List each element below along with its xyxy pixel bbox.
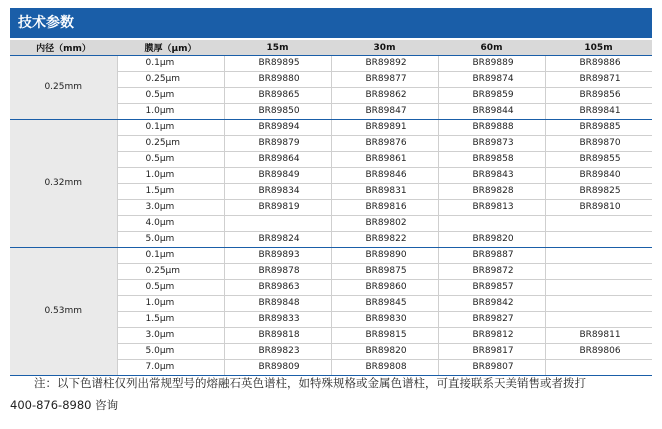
inner-diameter-cell: 0.53mm: [10, 248, 117, 376]
part-number-cell: BR89858: [438, 152, 545, 168]
part-number-cell: BR89844: [438, 104, 545, 120]
part-number-cell: [545, 280, 652, 296]
part-number-cell: BR89810: [545, 200, 652, 216]
header-length-15m: 15m: [224, 40, 331, 56]
header-length-105m: 105m: [545, 40, 652, 56]
part-number-cell: [438, 216, 545, 232]
film-thickness-cell: 0.25μm: [117, 136, 224, 152]
part-number-cell: BR89846: [331, 168, 438, 184]
spec-table: [10, 40, 652, 376]
part-number-cell: [545, 216, 652, 232]
part-number-cell: BR89857: [438, 280, 545, 296]
part-number-cell: BR89865: [224, 88, 331, 104]
part-number-cell: BR89860: [331, 280, 438, 296]
part-number-cell: BR89816: [331, 200, 438, 216]
footnote: [10, 372, 660, 416]
film-thickness-cell: 0.1μm: [117, 120, 224, 136]
part-number-cell: BR89808: [331, 360, 438, 376]
part-number-cell: [545, 296, 652, 312]
part-number-cell: [545, 248, 652, 264]
film-thickness-cell: 0.25μm: [117, 72, 224, 88]
part-number-cell: BR89802: [331, 216, 438, 232]
header-length-30m: 30m: [331, 40, 438, 56]
film-thickness-cell: 0.5μm: [117, 280, 224, 296]
part-number-cell: BR89856: [545, 88, 652, 104]
part-number-cell: BR89818: [224, 328, 331, 344]
inner-diameter-cell: 0.25mm: [10, 56, 117, 120]
part-number-cell: BR89879: [224, 136, 331, 152]
film-thickness-cell: 1.0μm: [117, 296, 224, 312]
film-thickness-cell: 5.0μm: [117, 344, 224, 360]
part-number-cell: BR89831: [331, 184, 438, 200]
part-number-cell: BR89863: [224, 280, 331, 296]
part-number-cell: BR89830: [331, 312, 438, 328]
part-number-cell: BR89820: [331, 344, 438, 360]
part-number-cell: BR89887: [438, 248, 545, 264]
footnote-line-2: 400-876-8980 咨询: [10, 398, 119, 412]
part-number-cell: BR89811: [545, 328, 652, 344]
part-number-cell: BR89862: [331, 88, 438, 104]
film-thickness-cell: 4.0μm: [117, 216, 224, 232]
part-number-cell: BR89873: [438, 136, 545, 152]
part-number-cell: BR89871: [545, 72, 652, 88]
part-number-cell: BR89885: [545, 120, 652, 136]
header-length-60m: 60m: [438, 40, 545, 56]
inner-diameter-cell: 0.32mm: [10, 120, 117, 248]
film-thickness-cell: 1.5μm: [117, 312, 224, 328]
part-number-cell: BR89893: [224, 248, 331, 264]
film-thickness-cell: 5.0μm: [117, 232, 224, 248]
part-number-cell: BR89891: [331, 120, 438, 136]
header-film-thickness: 膜厚（μm）: [117, 40, 224, 56]
part-number-cell: BR89861: [331, 152, 438, 168]
part-number-cell: BR89877: [331, 72, 438, 88]
part-number-cell: BR89888: [438, 120, 545, 136]
part-number-cell: BR89817: [438, 344, 545, 360]
table-header-row: [10, 40, 652, 56]
part-number-cell: BR89878: [224, 264, 331, 280]
table-row: [10, 56, 652, 72]
part-number-cell: BR89807: [438, 360, 545, 376]
part-number-cell: BR89889: [438, 56, 545, 72]
table-row: [10, 120, 652, 136]
film-thickness-cell: 7.0μm: [117, 360, 224, 376]
part-number-cell: BR89820: [438, 232, 545, 248]
part-number-cell: BR89843: [438, 168, 545, 184]
film-thickness-cell: 0.5μm: [117, 152, 224, 168]
part-number-cell: BR89849: [224, 168, 331, 184]
part-number-cell: BR89812: [438, 328, 545, 344]
part-number-cell: BR89895: [224, 56, 331, 72]
part-number-cell: BR89855: [545, 152, 652, 168]
film-thickness-cell: 1.5μm: [117, 184, 224, 200]
part-number-cell: BR89827: [438, 312, 545, 328]
part-number-cell: BR89848: [224, 296, 331, 312]
part-number-cell: BR89847: [331, 104, 438, 120]
film-thickness-cell: 1.0μm: [117, 104, 224, 120]
part-number-cell: BR89824: [224, 232, 331, 248]
part-number-cell: BR89850: [224, 104, 331, 120]
part-number-cell: [545, 312, 652, 328]
film-thickness-cell: 0.1μm: [117, 248, 224, 264]
part-number-cell: BR89822: [331, 232, 438, 248]
part-number-cell: BR89809: [224, 360, 331, 376]
part-number-cell: BR89815: [331, 328, 438, 344]
table-body: [10, 56, 652, 376]
film-thickness-cell: 0.1μm: [117, 56, 224, 72]
part-number-cell: BR89823: [224, 344, 331, 360]
part-number-cell: BR89864: [224, 152, 331, 168]
film-thickness-cell: 3.0μm: [117, 328, 224, 344]
part-number-cell: BR89892: [331, 56, 438, 72]
part-number-cell: BR89819: [224, 200, 331, 216]
film-thickness-cell: 0.5μm: [117, 88, 224, 104]
part-number-cell: BR89894: [224, 120, 331, 136]
part-number-cell: BR89874: [438, 72, 545, 88]
part-number-cell: BR89842: [438, 296, 545, 312]
part-number-cell: BR89845: [331, 296, 438, 312]
table-row: [10, 248, 652, 264]
part-number-cell: BR89806: [545, 344, 652, 360]
part-number-cell: BR89886: [545, 56, 652, 72]
film-thickness-cell: 1.0μm: [117, 168, 224, 184]
part-number-cell: BR89833: [224, 312, 331, 328]
part-number-cell: BR89828: [438, 184, 545, 200]
film-thickness-cell: 0.25μm: [117, 264, 224, 280]
part-number-cell: BR89870: [545, 136, 652, 152]
section-title: 技术参数: [10, 8, 652, 38]
part-number-cell: BR89872: [438, 264, 545, 280]
part-number-cell: BR89875: [331, 264, 438, 280]
part-number-cell: BR89840: [545, 168, 652, 184]
part-number-cell: [224, 216, 331, 232]
part-number-cell: BR89825: [545, 184, 652, 200]
part-number-cell: BR89880: [224, 72, 331, 88]
part-number-cell: [545, 232, 652, 248]
film-thickness-cell: 3.0μm: [117, 200, 224, 216]
header-inner-diameter: 内径（mm）: [10, 40, 117, 56]
part-number-cell: BR89834: [224, 184, 331, 200]
footnote-line-1: 注：以下色谱柱仅列出常规型号的熔融石英色谱柱，如特殊规格或金属色谱柱，可直接联系天美销售或者拨打: [34, 376, 586, 390]
part-number-cell: BR89859: [438, 88, 545, 104]
part-number-cell: BR89841: [545, 104, 652, 120]
part-number-cell: BR89890: [331, 248, 438, 264]
part-number-cell: BR89876: [331, 136, 438, 152]
part-number-cell: [545, 264, 652, 280]
part-number-cell: BR89813: [438, 200, 545, 216]
